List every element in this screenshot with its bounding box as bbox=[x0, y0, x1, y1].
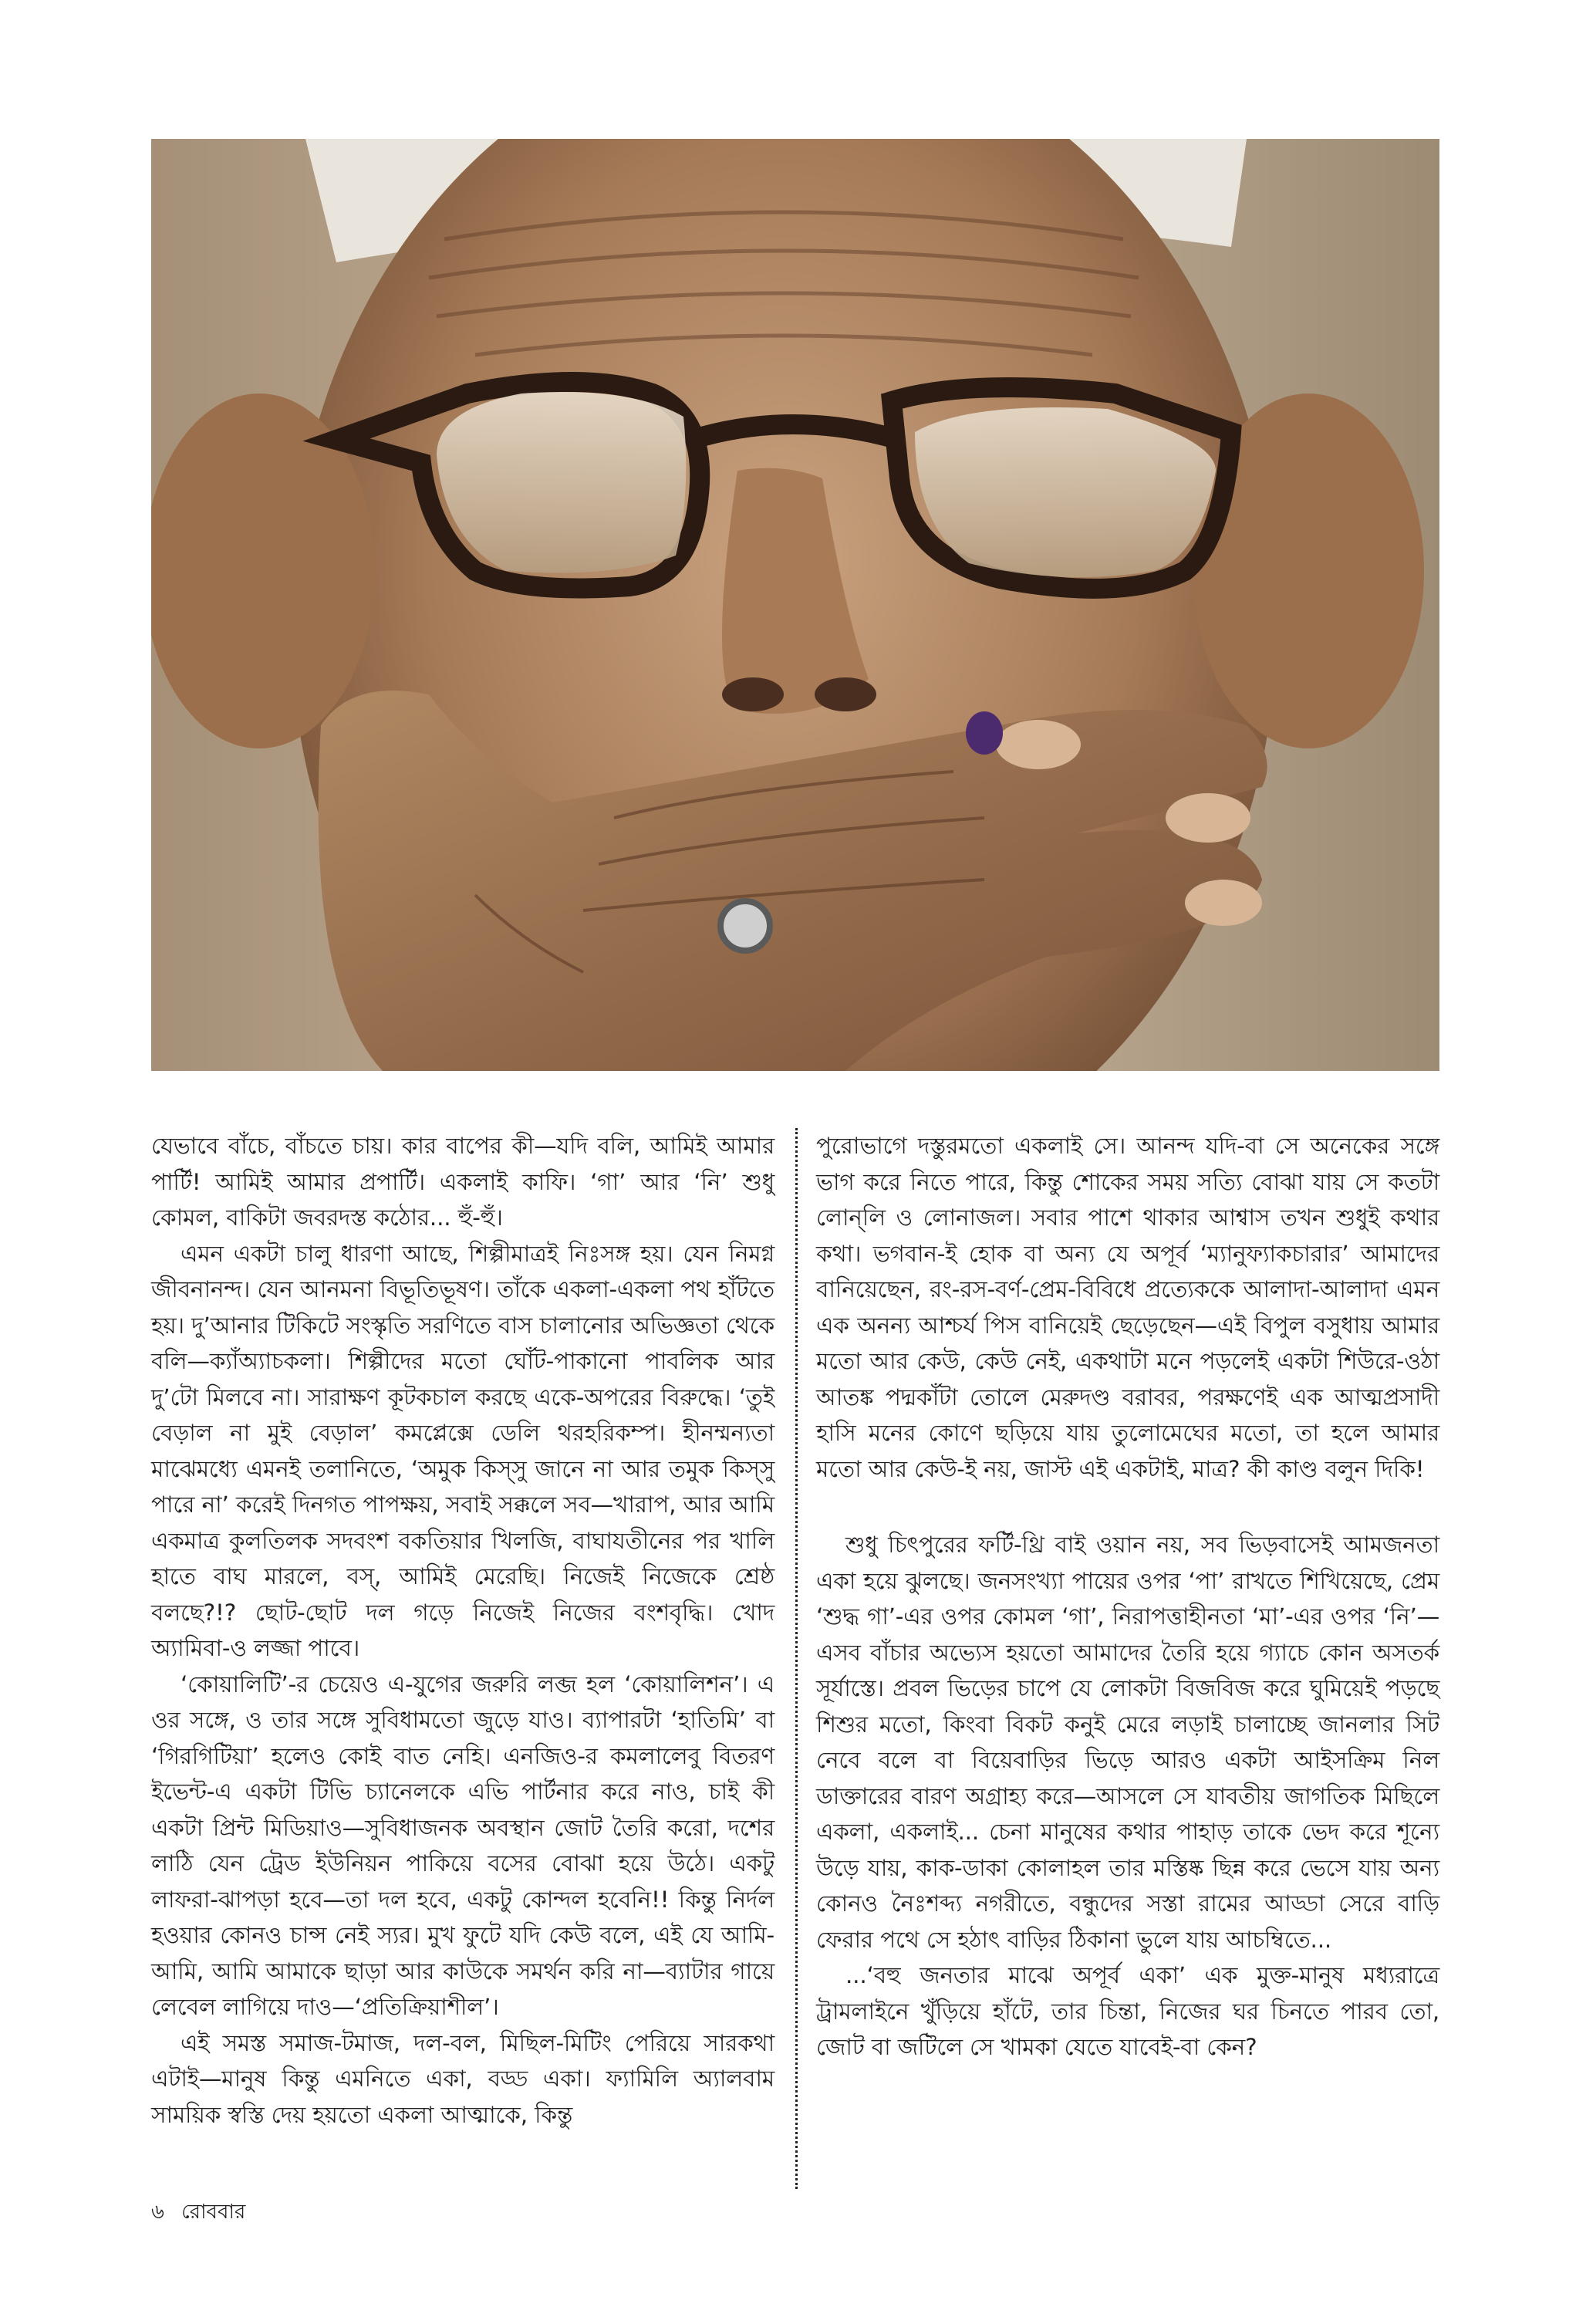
paragraph: এই সমস্ত সমাজ-টমাজ, দল-বল, মিছিল-মিটিং পেরিয়ে সারকথা এটাই—মানুষ কিন্তু এমনিতে একা, বড্ড একা। ফ্যামিলি অ্যালবাম সাময়িক স্বস্তি দেয় হয়তো একলা আত্মাকে, কিন্তু bbox=[151, 2029, 775, 2128]
page-number: ৬ bbox=[151, 2201, 164, 2224]
page-footer bbox=[151, 2199, 256, 2225]
paragraph: যেভাবে বাঁচে, বাঁচতে চায়। কার বাপের কী—যদি বলি, আমিই আমার পার্টি! আমিই আমার প্রপার্টি। একলাই কাফি। ‘গা’ আর ‘নি’ শুধু কোমল, বাকিটা জবরদস্ত কঠোর... হুঁ-হুঁ। bbox=[151, 1133, 775, 1231]
paragraph: শুধু চিৎপুরের ফর্টি-থ্রি বাই ওয়ান নয়, সব ভিড়বাসেই আমজনতা একা হয়ে ঝুলছে। জনসংখ্যা পায়ের ওপর ‘পা’ রাখতে শিখিয়েছে, প্রেম ‘শুদ্ধ গা’-এর ওপর কোমল ‘গা’, নিরাপত্তাহীনতা ‘মা’-এর ওপর ‘নি’—এসব বাঁচার অভ্যেস হয়তো আমাদের তৈরি হয়ে গ্যাচে কোন অসতর্ক সূর্যাস্তে। প্রবল ভিড়ের চাপে যে লোকটা বিজবিজ করে ঘুমিয়েই পড়ছে শিশুর মতো, কিংবা বিকট কনুই মেরে লড়াই চালাচ্ছে জানলার সিট নেবে বলে বা বিয়েবাড়ির ভিড়ে আরও একটা আইসক্রিম নিল ডাক্তারের বারণ অগ্রাহ্য করে—আসলে সে যাবতীয় জাগতিক মিছিলে একলা, একলাই... চেনা মানুষের কথার পাহাড় তাকে ভেদ করে শূন্যে উড়ে যায়, কাক-ডাকা কোলাহল তার মস্তিষ্ক ছিন্ন করে ভেসে যায় অন্য কোনও নৈঃশব্দ্য নগরীতে, বন্ধুদের সস্তা রামের আড্ডা সেরে বাড়ি ফেরার পথে সে হঠাৎ বাড়ির ঠিকানা ভুলে যায় আচম্বিতে... bbox=[816, 1532, 1439, 1953]
column-divider bbox=[795, 1128, 798, 2189]
paragraph: ‘কোয়ালিটি’-র চেয়েও এ-যুগের জরুরি লব্জ হল ‘কোয়ালিশন’। এ ওর সঙ্গে, ও তার সঙ্গে সুবিধামতো জুড়ে যাও। ব্যাপারটা ‘হাতিমি’ বা ‘গিরগিটিয়া’ হলেও কোই বাত নেহি। এনজিও-র কমলালেবু বিতরণ ইভেন্ট-এ একটা টিভি চ্যানেলকে এভি পার্টনার করে নাও, চাই কী একটা প্রিন্ট মিডিয়াও—সুবিধাজনক অবস্থান জোট তৈরি করো, দশের লাঠি যেন ট্রেড ইউনিয়ন পাকিয়ে বসের বোঝা হয়ে উঠে। একটু লাফরা-ঝাপড়া হবে—তা দল হবে, একটু কোন্দল হবেনি!! কিন্তু নির্দল হওয়ার কোনও চান্স নেই স্যর। মুখ ফুটে যদি কেউ বলে, এই যে আমি-আমি, আমি আমাকে ছাড়া আর কাউকে সমর্থন করি না—ব্যাটার গায়ে লেবেল লাগিয়ে দাও—‘প্রতিক্রিয়াশীল’। bbox=[151, 1670, 775, 2020]
paragraph: এমন একটা চালু ধারণা আছে, শিল্পীমাত্রই নিঃসঙ্গ হয়। যেন নিমগ্ন জীবনানন্দ। যেন আনমনা বিভূতিভূষণ। তাঁকে একলা-একলা পথ হাঁটতে হয়। দু’আনার টিকিটে সংস্কৃতি সরণিতে বাস চালানোর অভিজ্ঞতা থেকে বলি—ক্যাঁঅ্যাচকলা। শিল্পীদের মতো ঘোঁট-পাকানো পাবলিক আর দু’টো মিলবে না। সারাক্ষণ কূটকচাল করছে একে-অপরের বিরুদ্ধে। ‘তুই বেড়াল না মুই বেড়াল’ কমপ্লেক্সে ডেলি থরহরিকম্প। হীনম্মন্যতা মাঝেমধ্যে এমনই তলানিতে, ‘অমুক কিস্সু জানে না আর তমুক কিস্সু পারে না’ করেই দিনগত পাপক্ষয়, সবাই সক্কলে সব—খারাপ, আর আমি একমাত্র কুলতিলক সদবংশ বকতিয়ার খিলজি, বাঘাযতীনের পর খালি হাতে বাঘ মারলে, বস্, আমিই মেরেছি। নিজেই নিজেকে শ্রেষ্ঠ বলছে?!? ছোট-ছোট দল গড়ে নিজেই নিজের বংশবৃদ্ধি। খোদ অ্যামিবা-ও লজ্জা পাবে। bbox=[151, 1240, 775, 1661]
portrait-photo bbox=[151, 139, 1439, 1071]
right-text-column bbox=[816, 1128, 1439, 2066]
magazine-name: রোববার bbox=[181, 2201, 246, 2224]
paragraph: ...‘বহু জনতার মাঝে অপূর্ব একা’ এক মুক্ত-মানুষ মধ্যরাত্রে ট্রামলাইনে খুঁড়িয়ে হাঁটে, তার চিন্তা, নিজের ঘর চিনতে পারব তো, জোট বা জটিলে সে খামকা যেতে যাবেই-বা কেন? bbox=[816, 1962, 1439, 2060]
left-text-column bbox=[151, 1128, 775, 2133]
paragraph: পুরোভাগে দস্তুরমতো একলাই সে। আনন্দ যদি-বা সে অনেকের সঙ্গে ভাগ করে নিতে পারে, কিন্তু শোকের সময় সত্যি বোঝা যায় সে কতটা লোন্‌লি ও লোনাজল। সবার পাশে থাকার আশ্বাস তখন শুধুই কথার কথা। ভগবান-ই হোক বা অন্য যে অপূর্ব ‘ম্যানুফ্যাকচারার’ আমাদের বানিয়েছেন, রং-রস-বর্ণ-প্রেম-বিবিধে প্রত্যেককে আলাদা-আলাদা এমন এক অনন্য আশ্চর্য পিস বানিয়েই ছেড়েছেন—এই বিপুল বসুধায় আমার মতো আর কেউ, কেউ নেই, একথাটা মনে পড়লেই একটা শিউরে-ওঠা আতঙ্ক পদ্মকাঁটা তোলে মেরুদণ্ড বরাবর, পরক্ষণেই এক আত্মপ্রসাদী হাসি মনের কোণে ছড়িয়ে যায় তুলোমেঘের মতো, তা হলে আমার মতো আর কেউ-ই নয়, জাস্ট এই একটাই, মাত্র? কী কাণ্ড বলুন দিকি! bbox=[816, 1133, 1439, 1482]
portrait-illustration bbox=[151, 139, 1439, 1071]
